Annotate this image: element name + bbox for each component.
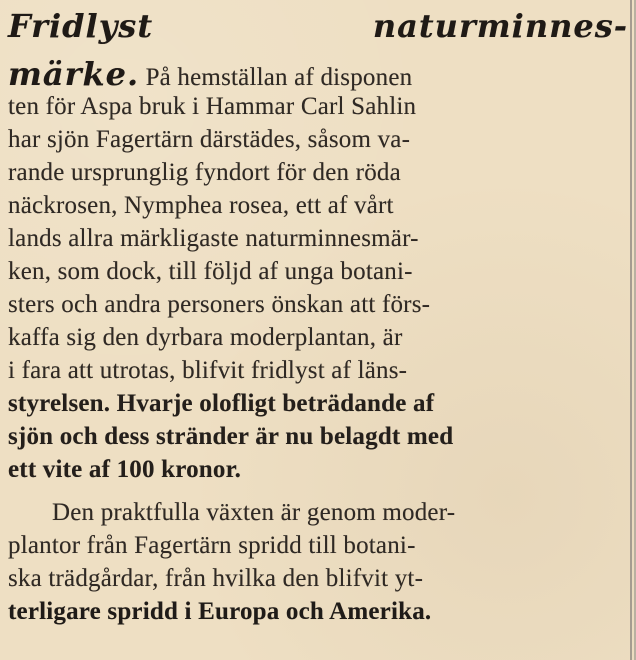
article-line: Den praktfulla växten är genom moder- [52, 499, 456, 526]
article-line: sjön och dess stränder är nu belagdt med [8, 423, 454, 450]
article-line-intro: På hemställan af disponen [145, 64, 413, 91]
article-line: styrelsen. Hvarje olofligt beträdande af [8, 390, 435, 417]
article-line: näckrosen, Nymphea rosea, ett af vårt [8, 192, 394, 219]
headline-word-fridlyst: Fridlyst [8, 7, 154, 45]
article-line: kaffa sig den dyrbara moderplantan, är [8, 324, 403, 351]
article-line: har sjön Fagertärn därstädes, såsom va- [8, 126, 411, 153]
headline-line-1 [8, 7, 628, 45]
article-line: rande ursprunglig fyndort för den röda [8, 159, 401, 186]
article-line: terligare spridd i Europa och Amerika. [8, 598, 432, 625]
article-line: ken, som dock, till följd af unga botani- [8, 258, 413, 285]
page-edge [630, 0, 632, 660]
article-line: lands allra märkligaste naturminnesmär- [8, 225, 419, 252]
article-line: ten för Aspa bruk i Hammar Carl Sahlin [8, 93, 417, 120]
headline-word-naturminnes: naturminnes- [372, 7, 628, 45]
headline-line-2 [8, 55, 628, 93]
article-line: ska trädgårdar, från hvilka den blifvit yt- [8, 565, 424, 592]
article-line: sters och andra personers önskan att förs- [8, 291, 431, 318]
article-line: plantor från Fagertärn spridd till botani- [8, 532, 416, 559]
headline-word-marke: märke. [8, 55, 140, 93]
article-line: ett vite af 100 kronor. [8, 456, 242, 483]
article-line: i fara att utrotas, blifvit fridlyst af läns- [8, 357, 408, 384]
